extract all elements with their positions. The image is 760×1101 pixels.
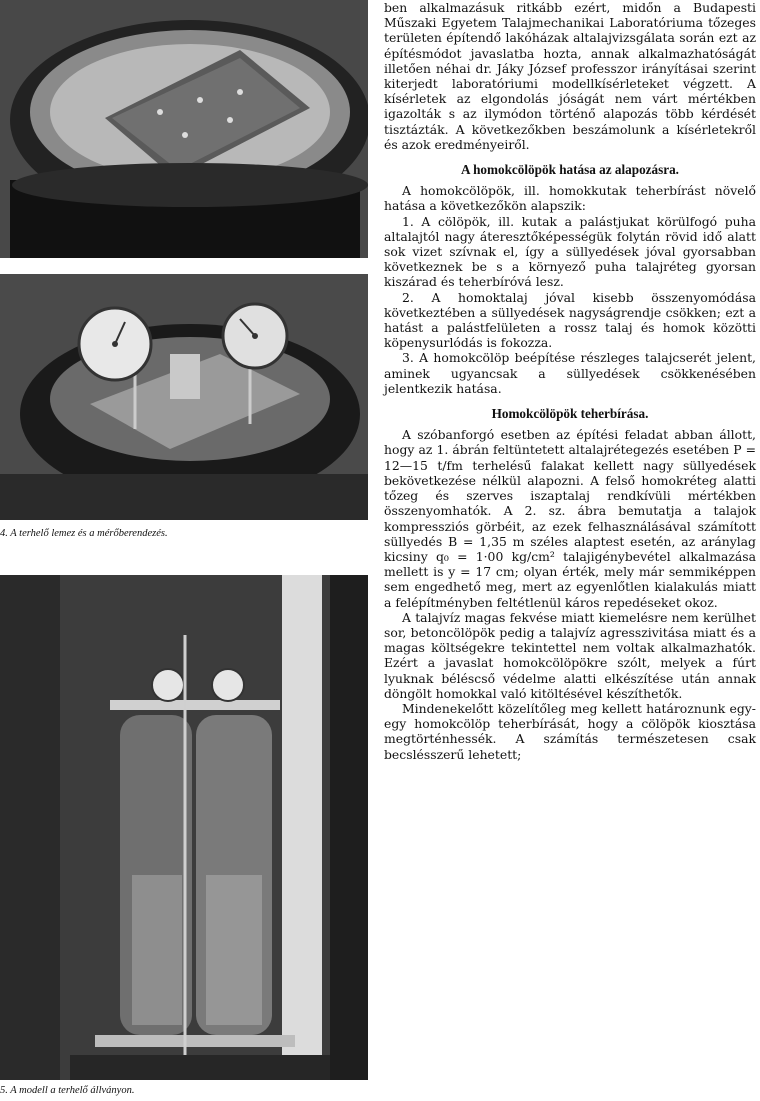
paragraph-5: A szóbanforgó esetben az építési feladat abban állott, hogy az 1. ábrán feltüntetett altalajrétegezés esetében P = 12—15 t/fm terhelésű falakat kellett nagy süllyedések bekövetkezése nélkül alapozni. A felső homokréteg alatti tőzeg és szerves iszaptalaj rendkívüli mértékben összenyomhatók. A 2. sz. ábra bemutatja a talajok kompressziós görbéit, az ezek felhasználásával számított süllyedés B = 1,35 m széles alaptest esetén, az aránylag kicsiny q₀ = 1·00 kg/cm² talajigénybevétel alkalmazása mellett is y = 17 cm; olyan érték, mely már semmiképpen sem engedhető meg, mert az egyenlőtlen kialakulás miatt a felépítményben feltétlenül káros repedéseket okoz. [384,427,756,610]
paragraph-3: 2. A homoktalaj jóval kisebb összenyomódása következtében a süllyedések nagyságrendje csökken; ezt a hatást a palástfelületen a rossz talaj és homok közötti köpenysurlódás is fokozza. [384,289,756,351]
figure-photo-5 [0,575,368,1080]
section-heading-capacity: Homokcölöpök teherbírása. [491,406,649,422]
paragraph-7: Mindenekelőtt közelítőleg meg kellett határoznunk egy-egy homokcölöp teherbírását, hogy a cölöpök kiosztása megtörténhessék. A számítás természetesen csak becslésszerű lehetett; [384,700,756,762]
photo-measuring-device [0,274,368,520]
figure-caption-4: 4. A terhelő lemez és a mérőberendezés. [0,528,168,539]
section-heading-effect: A homokcölöpök hatása az alapozásra. [461,162,679,178]
paragraph-2: 1. A cölöpök, ill. kutak a palástjukat körülfogó puha altalajtól nagy áteresztőképességük folytán rövid idő alatt sok vizet szívnak el, így a süllyedések jóval gyorsabban következnek be s a környező puha talajréteg gyorsan kiszárad és teherbíróvá lesz. [384,213,756,290]
figure-photo-4 [0,274,368,520]
paragraph-1: A homokcölöpök, ill. homokkutak teherbírást növelő hatása a következőkön alapszik: [384,183,756,214]
photo-model-on-stand [0,575,368,1080]
photo-sample-plate [0,0,368,258]
paragraph-6: A talajvíz magas fekvése miatt kiemelésre nem kerülhet sor, betoncölöpök pedig a talajvíz agresszivitása miatt és a magas költségekre tekintettel nem voltak alkalmazhatók. Ezért a javaslat homokcölöpökre szólt, melyek a fúrt lyuknak béléscső védelme alatti elkészítése után annak döngölt homokkal való kitöltésével készíthetők. [384,609,756,701]
paragraph-4: 3. A homokcölöp beépítése részleges talajcserét jelent, aminek ugyancsak a süllyedések csökkenésében jelentkezik hatása. [384,350,756,396]
figure-caption-5: 5. A modell a terhelő állványon. [0,1085,135,1096]
figure-photo-1 [0,0,368,258]
paragraph-intro: ben alkalmazásuk ritkább ezért, midőn a Budapesti Műszaki Egyetem Talajmechanikai Laboratóriuma tőzeges területen építendő lakóházak altalajvizsgálata során ezt az építésmódot javaslatba hozta, annak alkalmazhatóságát illetően néhai dr. Jáky József professzor irányításai szerint kiterjedt laboratóriumi modellkísérleteket végzett. A kísérletek az elgondolás jóságát nem várt mértékben igazolták s az ilymódon történő alapozás több kérdését tisztázták. A következőkben beszámolunk a kísérletekről és azok eredményeiről. [384,0,756,152]
article-text-column [384,0,756,762]
